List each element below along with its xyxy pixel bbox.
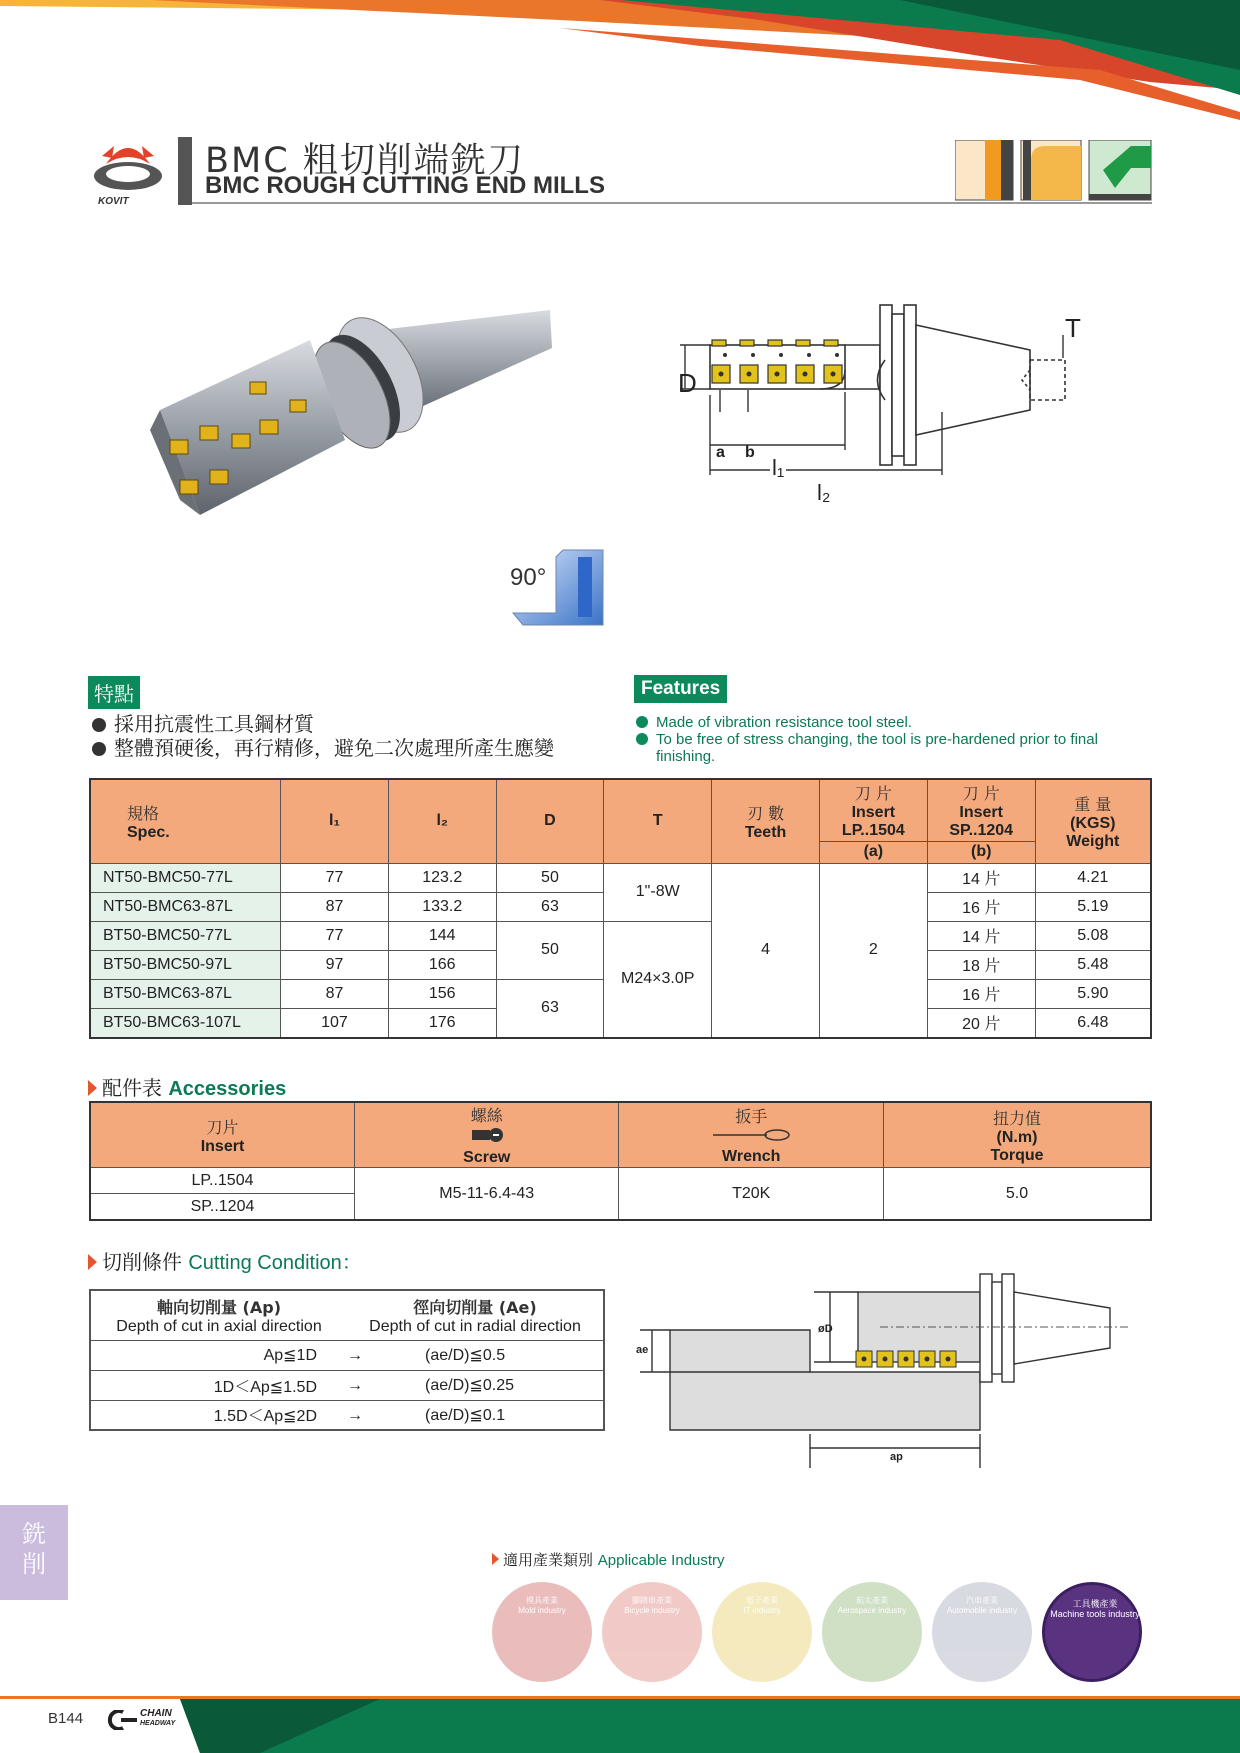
header-weight	[1035, 779, 1151, 863]
header-l1: l₁	[281, 779, 389, 863]
cell-insert-b: 20 片	[927, 1008, 1035, 1038]
header-insert-b-en: Insert	[959, 803, 1003, 821]
industry-title-zh: 適用產業類別	[503, 1551, 594, 1569]
features-en-text: Made of vibration resistance tool steel.	[656, 714, 912, 731]
label-l2: l₂	[817, 480, 831, 505]
header-spec	[90, 779, 281, 863]
header-insert-en: Insert	[200, 1137, 245, 1155]
header-ap-zh: 軸向切削量 (Ap)	[156, 1297, 282, 1317]
bullet-icon	[92, 718, 106, 732]
features-en-item-2	[636, 731, 1156, 765]
features-zh-item-1	[92, 712, 314, 736]
header-ae	[347, 1290, 604, 1340]
cut-type-icons	[955, 140, 1152, 202]
cell-l2: 166	[388, 950, 496, 979]
side-tab-milling	[0, 1505, 68, 1600]
header-ae-en: Depth of cut in radial direction	[369, 1317, 581, 1335]
cell-l1: 87	[281, 892, 389, 921]
header-D: D	[496, 779, 604, 863]
cell-insert-a: 2	[819, 863, 927, 1038]
cell-spec: NT50-BMC63-87L	[90, 892, 281, 921]
industry-label-zh: 腳踏車產業	[632, 1596, 672, 1605]
title-bar	[178, 137, 192, 205]
cell-insert-b: 18 片	[927, 950, 1035, 979]
industry-aerospace-icon	[822, 1582, 922, 1682]
cell-ae-value: (ae/D)≦0.1	[425, 1406, 506, 1424]
cell-l2: 133.2	[388, 892, 496, 921]
industry-label-zh: 汽車產業	[966, 1596, 998, 1605]
industry-automobile-icon	[932, 1582, 1032, 1682]
cell-T: 1"-8W	[604, 863, 712, 921]
cell-l2: 156	[388, 979, 496, 1008]
footer-brand-line-1: CHAIN	[140, 1708, 172, 1719]
table-row	[90, 1340, 604, 1370]
page-number: B144	[48, 1710, 84, 1727]
logo-text: KOVIT	[98, 196, 129, 207]
features-en-text: To be free of stress changing, the tool is pre-hardened prior to final finishing.	[656, 731, 1098, 765]
cell-weight: 5.48	[1035, 950, 1151, 979]
cell-ap: Ap≦1D	[90, 1340, 347, 1370]
header-ae-zh: 徑向切削量 (Ae)	[413, 1297, 537, 1317]
label-a: a	[716, 444, 725, 461]
cell-weight: 6.48	[1035, 1008, 1151, 1038]
accessories-title	[88, 1072, 286, 1101]
diagram-label-od: øD	[818, 1323, 833, 1335]
industry-bicycle-icon	[602, 1582, 702, 1682]
header-l2: l₂	[388, 779, 496, 863]
technical-drawing	[670, 300, 1120, 515]
cell-weight: 5.90	[1035, 979, 1151, 1008]
cell-screw: M5-11-6.4-43	[355, 1168, 619, 1221]
spec-table	[89, 778, 1152, 1039]
cell-D: 50	[496, 921, 604, 979]
cell-D: 63	[496, 892, 604, 921]
accessories-title-zh: 配件表	[102, 1076, 162, 1100]
diagram-label-ap: ap	[890, 1451, 903, 1463]
cell-ae-value: (ae/D)≦0.5	[425, 1347, 506, 1364]
header-spec-en: Spec.	[127, 823, 170, 841]
header-ap-en: Depth of cut in axial direction	[116, 1317, 322, 1335]
header-screw-zh: 螺絲	[470, 1106, 503, 1125]
header-teeth-zh: 刃 數	[747, 803, 785, 823]
cell-insert: SP..1204	[90, 1194, 355, 1221]
cell-torque: 5.0	[884, 1168, 1152, 1221]
header-insert	[90, 1102, 355, 1168]
industry-label-en: Mold industry	[518, 1606, 566, 1615]
triangle-marker-icon	[88, 1080, 97, 1096]
triangle-marker-icon	[492, 1553, 499, 1565]
cell-l2: 144	[388, 921, 496, 950]
industry-label-en: Bicycle industry	[624, 1606, 680, 1615]
label-l1: l₁	[772, 455, 785, 480]
cell-spec: BT50-BMC63-107L	[90, 1008, 281, 1038]
cell-T: M24×3.0P	[604, 921, 712, 1038]
cell-teeth: 4	[712, 863, 820, 1038]
cell-spec: BT50-BMC50-97L	[90, 950, 281, 979]
header-insert-a-zh: 刀 片	[854, 783, 892, 803]
header-insert-a	[819, 779, 927, 841]
features-zh-text: 整體預硬後，再行精修，避免二次處理所產生應變	[114, 736, 554, 760]
cell-l2: 123.2	[388, 863, 496, 892]
bullet-icon	[636, 733, 648, 745]
cell-insert-b: 14 片	[927, 921, 1035, 950]
industry-label-en: Automobile industry	[946, 1606, 1018, 1615]
cell-ap: 1D＜Ap≦1.5D	[90, 1370, 347, 1400]
industry-label-zh: 航太產業	[856, 1596, 888, 1605]
cell-l1: 77	[281, 921, 389, 950]
cell-weight: 5.19	[1035, 892, 1151, 921]
side-tab-line-2: 削	[22, 1550, 46, 1578]
industry-label-zh: 電子產業	[746, 1596, 778, 1605]
footer-brand	[140, 1709, 175, 1729]
header-insert-b-sub: (b)	[927, 841, 1035, 863]
header-teeth	[712, 779, 820, 863]
cell-l1: 87	[281, 979, 389, 1008]
industry-it-icon	[712, 1582, 812, 1682]
features-zh-text: 採用抗震性工具鋼材質	[114, 712, 314, 736]
cell-spec: NT50-BMC50-77L	[90, 863, 281, 892]
industry-label-en: Aerospace industry	[837, 1606, 907, 1615]
header-insert-b-code: SP..1204	[949, 821, 1014, 839]
cell-spec: BT50-BMC63-87L	[90, 979, 281, 1008]
cutting-title	[88, 1246, 362, 1275]
cell-insert-b: 14 片	[927, 863, 1035, 892]
cell-ae	[347, 1400, 604, 1430]
table-row	[90, 1370, 604, 1400]
header-weight-unit: (KGS)	[1070, 814, 1116, 832]
triangle-marker-icon	[88, 1254, 97, 1270]
header-insert-zh: 刀片	[206, 1117, 239, 1137]
cell-spec: BT50-BMC50-77L	[90, 921, 281, 950]
header-wrench-zh: 扳手	[735, 1107, 768, 1126]
cell-ae	[347, 1370, 604, 1400]
header-torque-unit: (N.m)	[996, 1128, 1038, 1146]
screw-icon	[470, 1126, 504, 1144]
header-insert-a-sub: (a)	[819, 841, 927, 863]
cell-wrench: T20K	[619, 1168, 884, 1221]
industry-label-zh: 模具產業	[526, 1596, 558, 1605]
cell-insert-b: 16 片	[927, 892, 1035, 921]
cell-ae-value: (ae/D)≦0.25	[425, 1377, 515, 1394]
industry-title-en: Applicable Industry	[597, 1552, 725, 1569]
industry-title	[492, 1549, 725, 1570]
title-underline	[192, 202, 1152, 204]
cutting-table	[89, 1289, 605, 1431]
features-zh-heading: 特點	[88, 676, 140, 709]
header-T: T	[604, 779, 712, 863]
table-row	[90, 921, 1151, 950]
arrow-icon: →	[347, 1347, 364, 1364]
industry-mold-icon	[492, 1582, 592, 1682]
header-torque-en: Torque	[990, 1146, 1044, 1164]
table-row	[90, 1400, 604, 1430]
diagram-label-ae: ae	[636, 1344, 649, 1356]
header-insert-a-code: LP..1504	[841, 821, 905, 839]
header-ap	[90, 1290, 347, 1340]
table-row	[90, 863, 1151, 892]
cell-l1: 77	[281, 863, 389, 892]
title-english: BMC ROUGH CUTTING END MILLS	[205, 172, 605, 199]
chain-headway-logo-icon	[105, 1710, 139, 1730]
bullet-icon	[636, 716, 648, 728]
arrow-icon: →	[347, 1377, 364, 1394]
industry-label-en: IT industry	[743, 1606, 781, 1615]
cell-l2: 176	[388, 1008, 496, 1038]
cell-D: 63	[496, 979, 604, 1038]
features-zh-item-2	[92, 736, 554, 760]
header-insert-b-zh: 刀 片	[962, 783, 1000, 803]
cell-D: 50	[496, 863, 604, 892]
cutting-title-en: Cutting Condition：	[188, 1252, 362, 1274]
wrench-icon	[711, 1127, 791, 1143]
header-spec-zh: 規格	[127, 803, 160, 823]
label-D: D	[678, 368, 697, 398]
features-en-item-1	[636, 714, 912, 731]
ninety-degree-icon	[508, 545, 608, 640]
cell-ap: 1.5D＜Ap≦2D	[90, 1400, 347, 1430]
label-b: b	[745, 444, 755, 461]
header-screw-en: Screw	[463, 1149, 511, 1166]
accessories-table	[89, 1101, 1152, 1221]
header-banner	[0, 0, 1240, 120]
header-torque	[884, 1102, 1152, 1168]
header-screw	[355, 1102, 619, 1168]
header-weight-en: Weight	[1066, 832, 1120, 850]
cell-l1: 107	[281, 1008, 389, 1038]
header-wrench	[619, 1102, 884, 1168]
cutting-diagram	[630, 1268, 1150, 1478]
footer-banner	[0, 1690, 1240, 1753]
cutting-title-zh: 切削條件	[102, 1250, 182, 1274]
accessories-title-en: Accessories	[168, 1078, 287, 1100]
tool-photo	[140, 300, 560, 560]
footer-brand-line-2: HEADWAY	[140, 1720, 176, 1727]
header-wrench-en: Wrench	[722, 1148, 781, 1165]
industry-machine-tools-icon	[1042, 1582, 1142, 1682]
header-insert-a-en: Insert	[851, 803, 896, 821]
cell-insert: LP..1504	[90, 1168, 355, 1194]
industry-label-zh: 工具機產業	[1072, 1599, 1118, 1609]
cell-weight: 5.08	[1035, 921, 1151, 950]
cell-insert-b: 16 片	[927, 979, 1035, 1008]
features-en-heading: Features	[634, 675, 727, 703]
cell-weight: 4.21	[1035, 863, 1151, 892]
label-T: T	[1065, 313, 1081, 343]
kovit-logo	[92, 136, 164, 198]
bullet-icon	[92, 742, 106, 756]
table-row	[90, 1168, 1151, 1194]
header-insert-b	[927, 779, 1035, 841]
cell-l1: 97	[281, 950, 389, 979]
angle-label: 90°	[510, 564, 547, 591]
industry-label-en: Machine tools industry	[1050, 1609, 1140, 1619]
header-torque-zh: 扭力值	[992, 1108, 1041, 1128]
side-tab-line-1: 銑	[22, 1520, 46, 1548]
arrow-icon: →	[347, 1406, 364, 1424]
cell-ae	[347, 1340, 604, 1370]
title-chinese: BMC 粗切削端銑刀	[205, 141, 525, 181]
header-weight-zh: 重 量	[1074, 794, 1112, 814]
header-teeth-en: Teeth	[744, 823, 787, 841]
